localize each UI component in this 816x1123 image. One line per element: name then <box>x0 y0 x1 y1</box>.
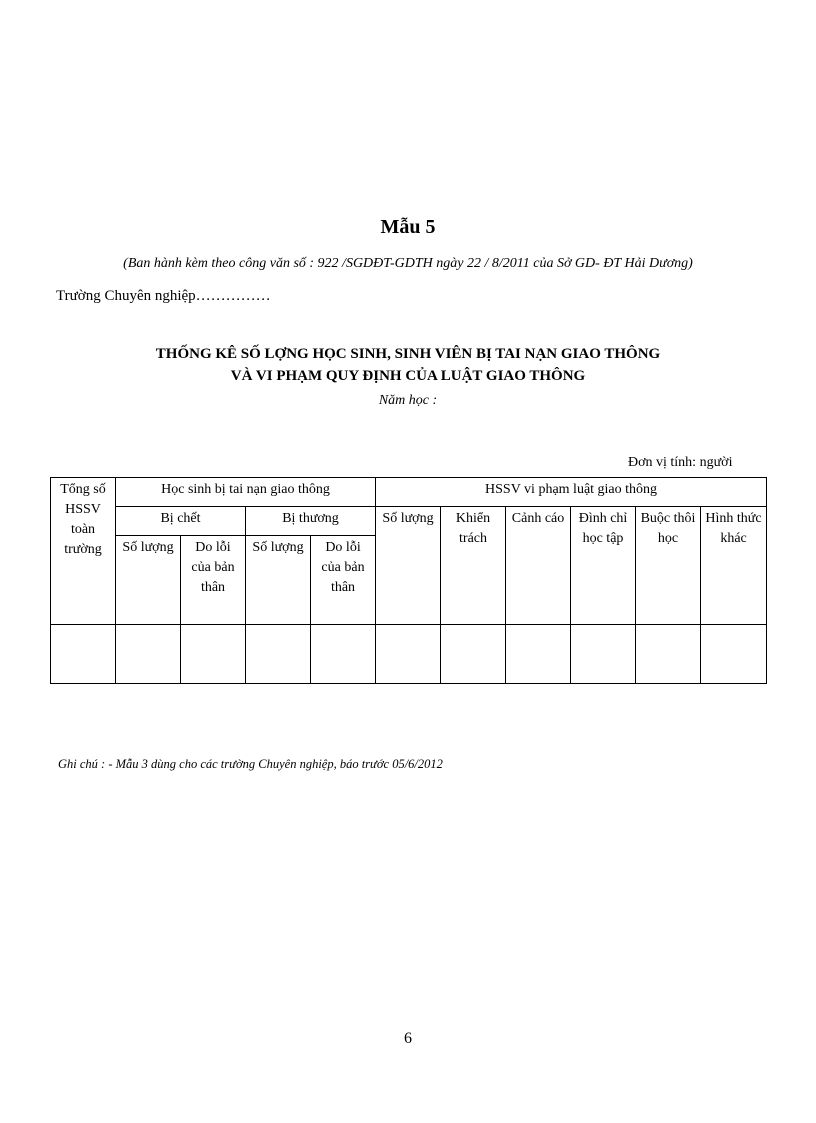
header-deaths-own-fault: Do lỗi của bản thân <box>181 536 246 625</box>
header-reprimand: Khiển trách <box>441 507 506 625</box>
header-total-students: Tổng số HSSV toàn trường <box>51 478 116 625</box>
form-number: Mẫu 5 <box>380 216 436 238</box>
cell-violation-quantity[interactable] <box>376 625 441 684</box>
header-deaths: Bị chết <box>116 507 246 536</box>
cell-injured-quantity[interactable] <box>246 625 311 684</box>
decree-reference: (Ban hành kèm theo công văn số : 922 /SGDĐT-GDTH ngày 22 / 8/2011 của Sở GD- ĐT Hải Dương) <box>123 256 693 271</box>
school-line: Trường Chuyên nghiệp…………… <box>56 288 271 304</box>
cell-deaths-own-fault[interactable] <box>181 625 246 684</box>
header-accident-group: Học sinh bị tai nạn giao thông <box>116 478 376 507</box>
cell-expulsion[interactable] <box>636 625 701 684</box>
header-other-forms: Hình thức khác <box>701 507 767 625</box>
header-injured: Bị thương <box>246 507 376 536</box>
cell-suspension[interactable] <box>571 625 636 684</box>
header-expulsion: Buộc thôi học <box>636 507 701 625</box>
header-injured-quantity: Số lượng <box>246 536 311 625</box>
unit-label: Đơn vị tính: người <box>628 455 733 470</box>
cell-total[interactable] <box>51 625 116 684</box>
cell-deaths-quantity[interactable] <box>116 625 181 684</box>
header-suspension: Đình chỉ học tập <box>571 507 636 625</box>
table-row <box>51 625 767 684</box>
cell-other-forms[interactable] <box>701 625 767 684</box>
header-injured-own-fault: Do lỗi của bản thân <box>311 536 376 625</box>
header-deaths-quantity: Số lượng <box>116 536 181 625</box>
report-title-line2: VÀ VI PHẠM QUY ĐỊNH CỦA LUẬT GIAO THÔNG <box>230 368 586 384</box>
school-year: Năm học : <box>378 393 438 408</box>
header-violation-group: HSSV vi phạm luật giao thông <box>376 478 767 507</box>
page-number: 6 <box>404 1030 412 1047</box>
report-title-line1: THỐNG KÊ SỐ LỢNG HỌC SINH, SINH VIÊN BỊ TAI NẠN GIAO THÔNG <box>155 346 661 362</box>
statistics-table <box>50 477 767 684</box>
cell-warning[interactable] <box>506 625 571 684</box>
cell-injured-own-fault[interactable] <box>311 625 376 684</box>
footnote: Ghi chú : - Mẫu 3 dùng cho các trường Chuyên nghiệp, báo trước 05/6/2012 <box>58 757 443 771</box>
cell-reprimand[interactable] <box>441 625 506 684</box>
header-violation-quantity: Số lượng <box>376 507 441 625</box>
header-warning: Cảnh cáo <box>506 507 571 625</box>
